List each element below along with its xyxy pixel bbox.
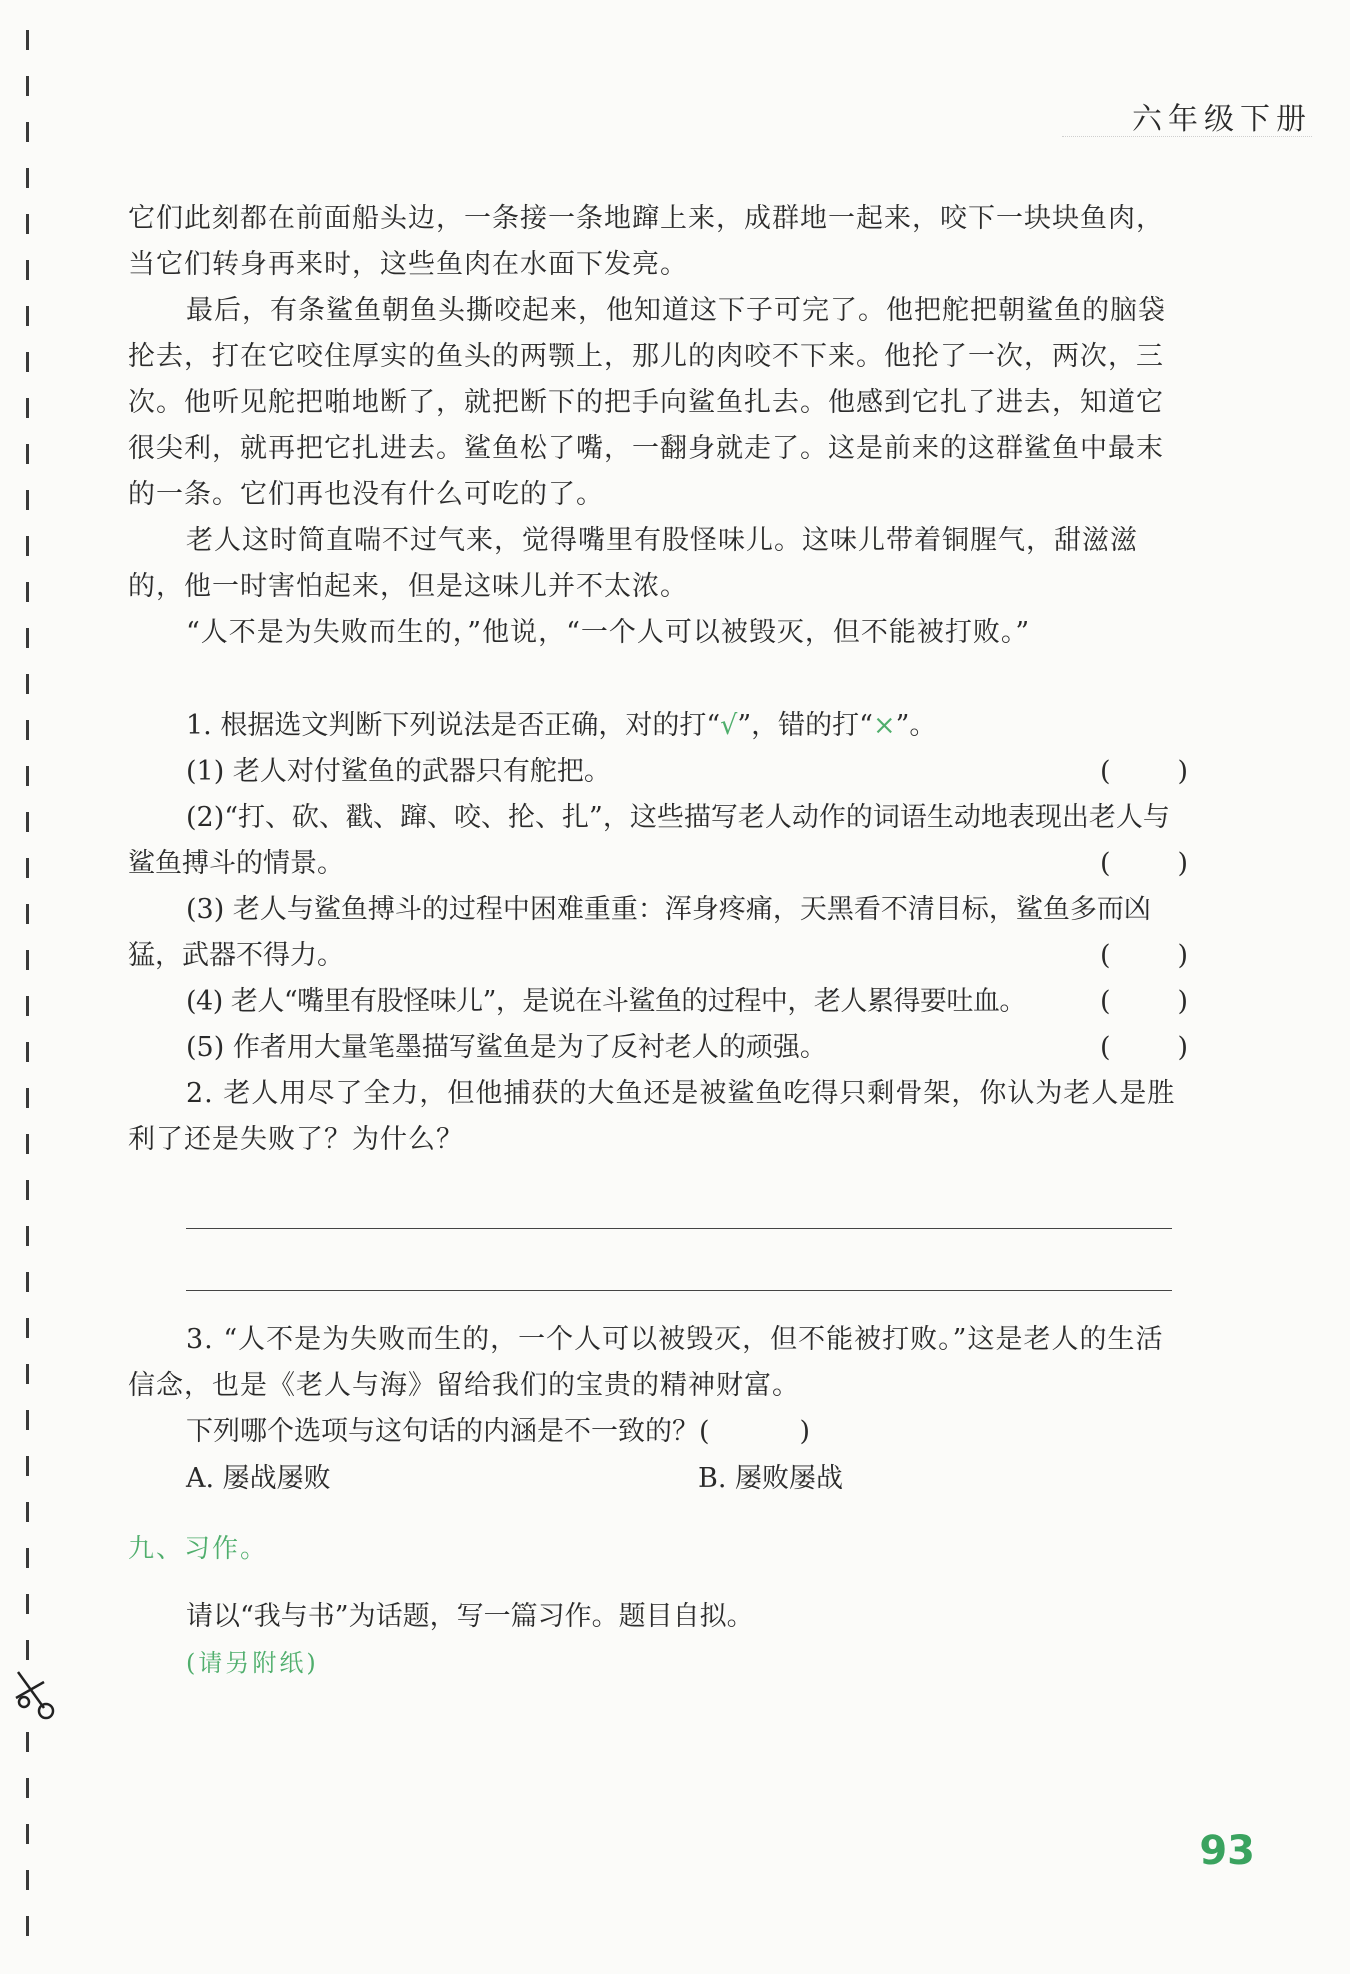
cut-line-dash <box>26 76 29 96</box>
answer-paren[interactable] <box>1100 979 1188 1025</box>
paren-close: ) <box>1177 986 1188 1017</box>
cut-line-dash <box>26 1870 29 1890</box>
paren-close: ) <box>1177 1032 1188 1063</box>
answer-line-1[interactable] <box>186 1228 1172 1229</box>
q1-item-text: (5) 作者用大量笔墨描写鲨鱼是为了反衬老人的顽强。 <box>186 1032 827 1063</box>
cut-line-dash <box>26 720 29 740</box>
check-mark: √ <box>720 710 738 741</box>
cut-line-dash <box>26 1180 29 1200</box>
answer-paren[interactable] <box>1100 933 1188 979</box>
cut-line-dash <box>26 812 29 832</box>
cut-line-dash <box>26 1410 29 1430</box>
q1-item-1 <box>128 749 1188 795</box>
passage-paragraph-1: 它们此刻都在前面船头边，一条接一条地蹿上来，成群地一起来，咬下一块块鱼肉，当它们转身再来时，这些鱼肉在水面下发亮。 <box>128 203 1164 280</box>
q1-item-text: (1) 老人对付鲨鱼的武器只有舵把。 <box>186 756 611 787</box>
cut-line-dash <box>26 1778 29 1798</box>
paren-close: ) <box>1177 756 1188 787</box>
cut-line-dash <box>26 950 29 970</box>
header-rule <box>1062 136 1312 143</box>
answer-line-2[interactable] <box>186 1290 1172 1291</box>
cut-line-dash <box>26 766 29 786</box>
q1-item-text: (2)“打、砍、戳、蹿、咬、抡、扎”，这些描写老人动作的词语生动地表现出老人与鲨鱼搏斗的情景。 <box>128 802 1170 879</box>
answer-paren[interactable] <box>1100 1025 1188 1071</box>
q1-item-5 <box>128 1025 1188 1071</box>
q1-item-4 <box>128 979 1188 1025</box>
cross-mark: × <box>872 710 896 741</box>
paren-open: ( <box>1100 1032 1111 1063</box>
q3-sub <box>128 1409 1188 1455</box>
passage-paragraph-3: 老人这时简直喘不过气来，觉得嘴里有股怪味儿。这味儿带着铜腥气，甜滋滋的，他一时害怕起来，但是这味儿并不太浓。 <box>128 525 1138 602</box>
paren-close: ) <box>1177 940 1188 971</box>
q1-item-text: (4) 老人“嘴里有股怪味儿”，是说在斗鲨鱼的过程中，老人累得要吐血。 <box>186 986 1026 1017</box>
cut-line-dash <box>26 1916 29 1936</box>
cut-line-dash <box>26 1272 29 1292</box>
cut-line-dash <box>26 582 29 602</box>
paren-open: ( <box>1100 986 1111 1017</box>
answer-paren[interactable] <box>1100 841 1188 887</box>
cut-line-dash <box>26 30 29 50</box>
cut-line-dash <box>26 1456 29 1476</box>
passage-paragraph-2: 最后，有条鲨鱼朝鱼头撕咬起来，他知道这下子可完了。他把舵把朝鲨鱼的脑袋抡去，打在它咬住厚实的鱼头的两颚上，那儿的肉咬不下来。他抡了一次，两次，三次。他听见舵把啪地断了，就把断下的把手向鲨鱼扎去。他感到它扎了进去，知道它很尖利，就再把它扎进去。鲨鱼松了嘴，一翻身就走了。这是前来的这群鲨鱼中最末的一条。它们再也没有什么可吃的了。 <box>128 295 1166 510</box>
q2-stem: 2. 老人用尽了全力，但他捕获的大鱼还是被鲨鱼吃得只剩骨架，你认为老人是胜利了还是失败了？为什么？ <box>128 1078 1176 1155</box>
cut-line-dash <box>26 168 29 188</box>
cut-line-dash <box>26 1594 29 1614</box>
paren-close: ) <box>1177 848 1188 879</box>
cut-line-dash <box>26 1088 29 1108</box>
page-number: 93 <box>1199 1828 1255 1874</box>
cut-line-dash <box>26 1824 29 1844</box>
cut-line-dash <box>26 536 29 556</box>
q3-stem: 3. “人不是为失败而生的，一个人可以被毁灭，但不能被打败。”这是老人的生活信念，也是《老人与海》留给我们的宝贵的精神财富。 <box>128 1324 1164 1401</box>
cut-line-dash <box>26 996 29 1016</box>
q3-sub-text: 下列哪个选项与这句话的内涵是不一致的？( <box>186 1416 710 1447</box>
cut-line-dash <box>26 1548 29 1568</box>
q1-stem-suffix: ”。 <box>895 710 937 741</box>
paren-open: ( <box>1100 756 1111 787</box>
passage-paragraph-4: “人不是为失败而生的，”他说，“一个人可以被毁灭，但不能被打败。” <box>186 617 1031 648</box>
cut-line-dash <box>26 122 29 142</box>
book-label: 六年级下册 <box>1132 102 1312 137</box>
q1-stem <box>128 703 1188 749</box>
cut-line-dash <box>26 1318 29 1338</box>
q1-item-text: (3) 老人与鲨鱼搏斗的过程中困难重重：浑身疼痛，天黑看不清目标，鲨鱼多而凶猛，武器不得力。 <box>128 894 1151 971</box>
cut-line-dash <box>26 858 29 878</box>
section-9-title: 九、习作。 <box>128 1534 269 1564</box>
q1-stem-prefix: 1. 根据选文判断下列说法是否正确，对的打“ <box>186 710 721 741</box>
cut-line-dash <box>26 904 29 924</box>
section-9-note: (请另附纸) <box>186 1649 319 1677</box>
section-9-prompt: 请以“我与书”为话题，写一篇习作。题目自拟。 <box>186 1601 754 1632</box>
cut-line-dash <box>26 1134 29 1154</box>
cut-line-dash <box>26 398 29 418</box>
cut-line-dash <box>26 1364 29 1384</box>
cut-line-dash <box>26 1502 29 1522</box>
cut-line-dash <box>26 1042 29 1062</box>
cut-line-dash <box>26 444 29 464</box>
cut-line-dash <box>26 306 29 326</box>
q1-item-3 <box>128 887 1188 979</box>
scissors-icon <box>14 1668 56 1720</box>
cut-line-dash <box>26 1640 29 1660</box>
paren-open: ( <box>1100 940 1111 971</box>
cut-line-dash <box>26 490 29 510</box>
q1-stem-middle: ”，错的打“ <box>737 710 873 741</box>
option-b[interactable]: B. 屡败屡战 <box>698 1463 844 1494</box>
cut-line-dash <box>26 674 29 694</box>
q1-item-2 <box>128 795 1188 887</box>
cut-line-dash <box>26 260 29 280</box>
cut-line-dash <box>26 352 29 372</box>
cut-line-dash <box>26 628 29 648</box>
answer-paren[interactable] <box>1100 749 1188 795</box>
option-a[interactable]: A. 屡战屡败 <box>186 1463 331 1494</box>
paren-open: ( <box>1100 848 1111 879</box>
cut-line-dash <box>26 1732 29 1752</box>
q3-sub-close: ) <box>799 1416 811 1447</box>
cut-line-dash <box>26 214 29 234</box>
cut-line-dash <box>26 1226 29 1246</box>
